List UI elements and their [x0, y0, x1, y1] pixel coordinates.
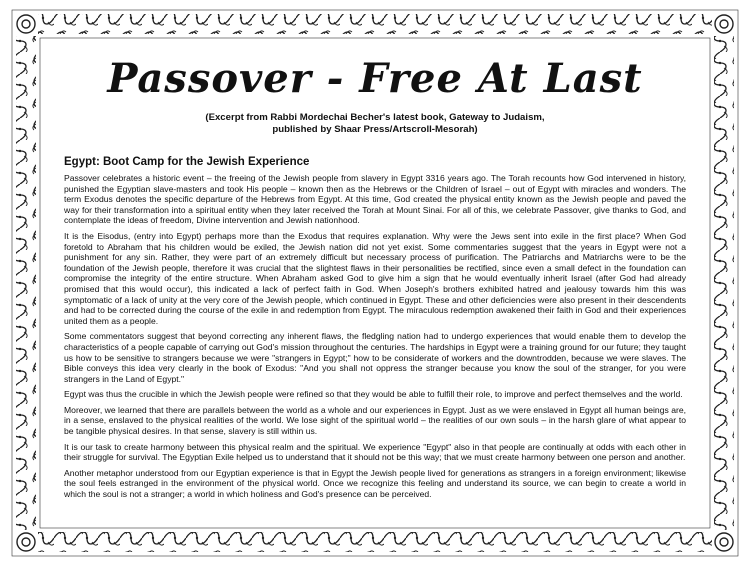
excerpt-note [64, 112, 686, 136]
document-title: Passover - Free At Last [107, 55, 643, 102]
paragraph-2: It is the Eisodus, (entry into Egypt) perhaps more than the Exodus that requires explanation. Why were the Jews sent into exile in the first place? When God foretold to Abraham that his children would be exiled, the Jewish nation did not yet exist. Some commentaries suggest that the years in Egypt were not a punishment for any sin. Rather, they were part of an extremely difficult but necessary process of purification. The Patriarchs and Matriarchs were to be the foundation of the Jewish people, therefore it was crucial that the slightest flaws in their personalities be rectified, since even a small defect in the foundation can compromise the integrity of the entire structure. When Abraham asked God to give him a sign that he would eventually inherit Israel (after God had already promised that this would occur), this indicated a lack of perfect faith in God. When Joseph's brothers exhibited hatred and jealousy towards him this was symptomatic of a lack of unity at the very core of the Jewish people, which continued in Egypt. These and other deficiencies were also present in their descendents and had to be corrected during the course of the exile in and redemption from Egypt. The miraculous redemption awakened their faith in God and their experiences united them as a people. [64, 230, 686, 326]
paragraph-4: Egypt was thus the crucible in which the Jewish people were refined so that they would be able to fulfill their role, to improve and perfect themselves and the world. [64, 389, 683, 400]
excerpt-line-2: published by Shaar Press/Artscroll-Mesorah) [272, 124, 478, 135]
paragraph-6: It is our task to create harmony between this physical realm and the spiritual. We experience "Egypt" also in that people are continually at odds with each other in their struggle for survival. The Egyptian Exile helped us to understand that it should not be this way; that we must create harmony between one person and another. [64, 441, 686, 463]
paragraph-7: Another metaphor understood from our Egyptian experience is that in Egypt the Jewish people lived for generations as strangers in a foreign environment; likewise the soul feels estranged in the environment of the physical world. Once we recognize this feeling and understand its source, we can begin to create a world in which the soul is not a stranger; a world in which holiness and God's presence can be perceived. [64, 467, 686, 500]
excerpt-line-1: (Excerpt from Rabbi Mordechai Becher's latest book, Gateway to Judaism, [205, 112, 545, 123]
paragraph-1: Passover celebrates a historic event – the freeing of the Jewish people from slavery in Egypt 3316 years ago. The Torah recounts how God intervened in history, punished the Egyptian slave-masters and took His people – known then as the Hebrews or the Children of Israel – out of Egypt with miracles and wonders. The term Exodus denotes the specific departure of the Hebrews from Egypt. At this time, God created the physical entity known as the Jewish people and paved the way for their transformation into a spiritual entity when they later received the Torah at Mount Sinai. For all of this, we celebrate Passover, give thanks to God, and contemplate the ideas of freedom, Divine intervention and Jewish nationhood. [64, 173, 686, 226]
paragraph-5: Moreover, we learned that there are parallels between the world as a whole and our experiences in Egypt. Just as we were enslaved in Egypt all human beings are, in a sense, enslaved to the physical realities of the world. We lose sight of the spiritual world – the realities of our own souls – in the harsh glare of what appear to be tangible physical desires. In that sense, slavery is still within us. [64, 404, 686, 437]
paragraph-3: Some commentators suggest that beyond correcting any inherent flaws, the fledgling nation had to undergo experiences that would enable them to develop the characteristics of a people capable of carrying out God's mission throughout the centuries. The hardships in Egypt were a training ground for our future; they taught us how to be sensitive to strangers because we were "strangers in Egypt;" how to be considerate of workers and the downtrodden, because we were slaves. The Bible conveys this idea very clearly in the book of Exodus: "And you shall not oppress the stranger because you know the soul of the stranger, for you were strangers in the Land of Egypt." [64, 331, 686, 384]
section-heading: Egypt: Boot Camp for the Jewish Experience [64, 156, 310, 168]
document-content [64, 56, 686, 526]
